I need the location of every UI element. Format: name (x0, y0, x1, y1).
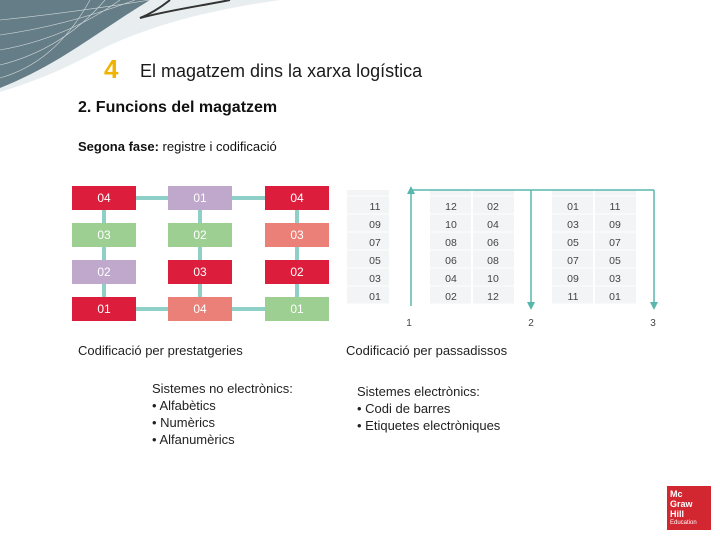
aisle-cell-label: 05 (567, 237, 579, 249)
rack-cell-label: 01 (97, 302, 111, 316)
aisle-cell-label: 05 (609, 255, 621, 267)
logo-line: Graw (670, 499, 693, 509)
aisle-cell-label: 11 (609, 201, 621, 213)
rack-cell-label: 02 (193, 228, 207, 242)
aisle-cell-label: 07 (369, 237, 381, 249)
aisle-cell-label: 04 (445, 273, 457, 285)
aisle-cell-label: 01 (567, 201, 579, 213)
list-item: • Numèrics (152, 415, 216, 430)
aisle-cell-label: 01 (609, 291, 621, 303)
phase-label: Segona fase: (78, 139, 159, 154)
rack-connectors (104, 198, 297, 309)
rack-cell-label: 01 (290, 302, 304, 316)
publisher-logo (667, 486, 711, 530)
aisle-coding-diagram (335, 178, 680, 338)
aisle-number: 1 (406, 318, 412, 329)
aisle-cell-label: 08 (445, 237, 457, 249)
chapter-title: El magatzem dins la xarxa logística (140, 61, 423, 81)
logo-line: Mc (670, 489, 683, 499)
shelf-coding-diagram (60, 178, 340, 328)
aisle-cell-label: 02 (445, 291, 457, 303)
aisle-number: 2 (528, 318, 534, 329)
logo-line: Education (670, 520, 697, 526)
non-electronic-title: Sistemes no electrònics: (152, 381, 293, 396)
list-item: • Etiquetes electròniques (357, 418, 501, 433)
aisle-cell-label: 09 (369, 219, 381, 231)
arrow-down-icon (650, 302, 658, 310)
rack-cell-label: 03 (290, 228, 304, 242)
aisle-cell-label: 01 (369, 291, 381, 303)
aisle-cell-label: 04 (487, 219, 499, 231)
aisle-cell-label: 07 (567, 255, 579, 267)
shelf-coding-caption: Codificació per prestatgeries (78, 343, 243, 358)
aisle-cell-label: 06 (445, 255, 457, 267)
non-electronic-systems (152, 380, 293, 448)
rack-cell-label: 02 (290, 265, 304, 279)
chapter-number: 4 (104, 54, 119, 84)
phase-line (78, 139, 277, 154)
list-item: • Alfanumèrics (152, 432, 235, 447)
aisle-cell-label: 07 (609, 237, 621, 249)
logo-line: Hill (670, 509, 685, 519)
aisle-cell-label: 09 (609, 219, 621, 231)
rack-cell-label: 04 (193, 302, 207, 316)
aisle-coding-caption: Codificació per passadissos (346, 343, 508, 358)
rack-cell-label: 04 (97, 191, 111, 205)
aisle-cell-label: 08 (487, 255, 499, 267)
aisle-cell-label: 12 (445, 201, 457, 213)
aisle-cell-label: 05 (369, 255, 381, 267)
electronic-title: Sistemes electrònics: (357, 384, 480, 399)
aisle-cell-label: 12 (487, 291, 499, 303)
rack-cell-label: 03 (193, 265, 207, 279)
rack-cell-label: 04 (290, 191, 304, 205)
rack-cell-label: 01 (193, 191, 207, 205)
rack-cell-label: 02 (97, 265, 111, 279)
aisle-cell-label: 09 (567, 273, 579, 285)
electronic-systems (357, 383, 500, 434)
aisle-cell-label: 11 (567, 291, 579, 303)
shelf-block (347, 190, 389, 304)
aisle-number: 3 (650, 318, 656, 329)
rack-cell-label: 03 (97, 228, 111, 242)
phase-text: registre i codificació (162, 139, 277, 154)
list-item: • Codi de barres (357, 401, 451, 416)
aisle-cell-label: 03 (567, 219, 579, 231)
arrow-down-icon (527, 302, 535, 310)
list-item: • Alfabètics (152, 398, 216, 413)
aisle-cell-label: 10 (487, 273, 499, 285)
aisle-cell-label: 02 (487, 201, 499, 213)
section-title: 2. Funcions del magatzem (78, 99, 278, 116)
aisle-cell-label: 03 (609, 273, 621, 285)
aisle-cell-label: 10 (445, 219, 457, 231)
aisle-cell-label: 03 (369, 273, 381, 285)
aisle-cell-label: 06 (487, 237, 499, 249)
aisle-cell-label: 11 (369, 201, 381, 213)
